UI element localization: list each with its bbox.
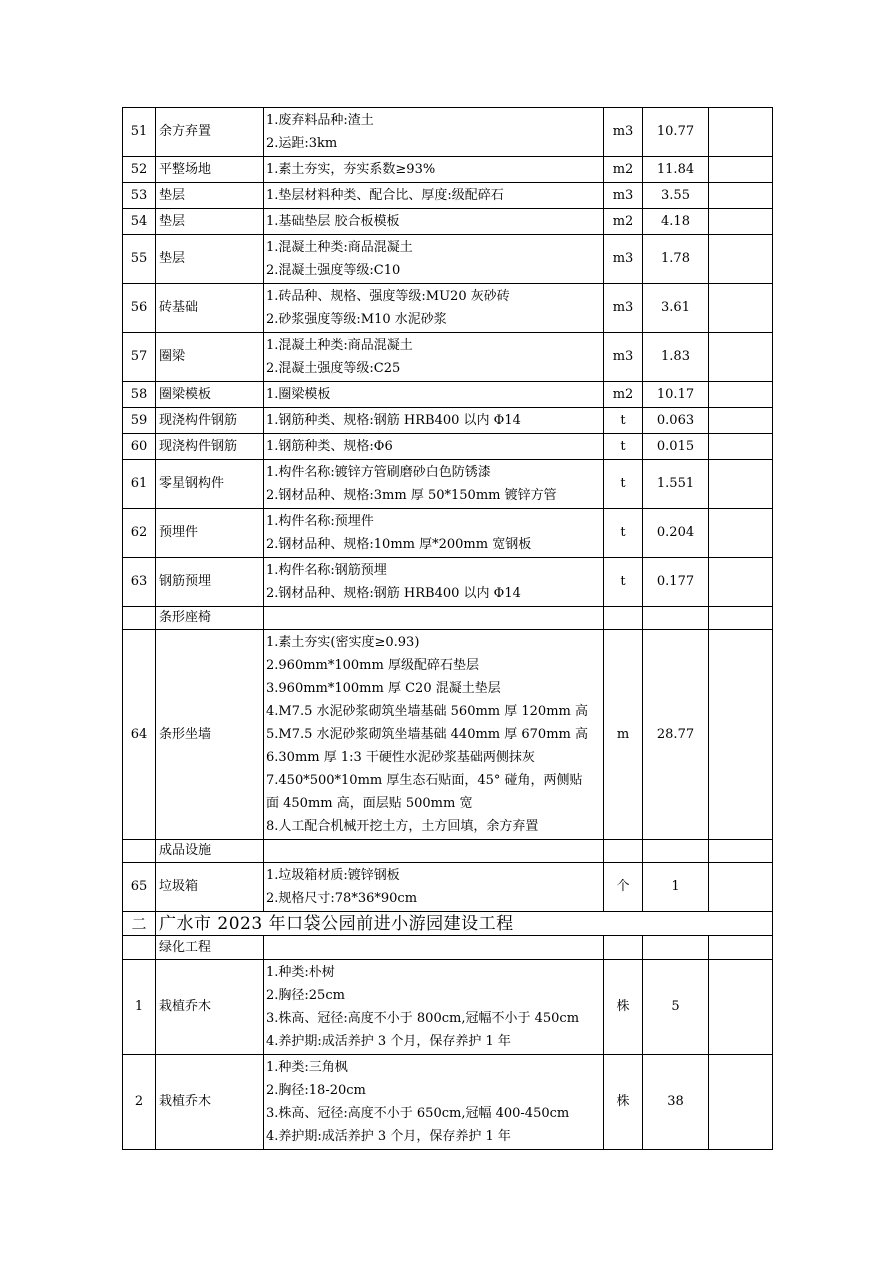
- table-row: [123, 460, 773, 509]
- item-unit: t: [604, 434, 643, 460]
- item-number: [123, 840, 156, 863]
- table-row: [123, 284, 773, 333]
- description-line: 面 450mm 高，面层贴 500mm 宽: [266, 796, 473, 811]
- item-name: 条形座椅: [156, 607, 264, 630]
- item-description: [264, 630, 604, 840]
- item-quantity: [643, 840, 709, 863]
- description-line: 3.株高、冠径:高度不小于 650cm,冠幅 400-450cm: [266, 1106, 570, 1121]
- item-quantity: 0.063: [643, 408, 709, 434]
- item-quantity: 10.77: [643, 108, 709, 157]
- description-line: 5.M7.5 水泥砂浆砌筑坐墙基础 440mm 厚 670mm 高: [266, 727, 588, 742]
- item-unit: [604, 607, 643, 630]
- item-unit: m: [604, 630, 643, 840]
- item-description: [264, 434, 604, 460]
- item-number: [123, 607, 156, 630]
- table-row: [123, 1055, 773, 1150]
- item-name: 平整场地: [156, 157, 264, 183]
- empty-cell: [123, 936, 156, 960]
- description-line: 1.垃圾箱材质:镀锌钢板: [266, 868, 400, 883]
- empty-cell: [709, 960, 773, 1055]
- empty-cell: [709, 434, 773, 460]
- section-number: 二: [123, 912, 156, 936]
- description-line: 6.30mm 厚 1:3 干硬性水泥砂浆基础两侧抹灰: [266, 750, 535, 765]
- table-row: [123, 235, 773, 284]
- empty-cell: [709, 209, 773, 235]
- item-number: 58: [123, 382, 156, 408]
- item-unit: t: [604, 408, 643, 434]
- item-unit: m3: [604, 333, 643, 382]
- empty-cell: [709, 607, 773, 630]
- empty-cell: [709, 183, 773, 209]
- item-number: 53: [123, 183, 156, 209]
- item-quantity: 10.17: [643, 382, 709, 408]
- item-unit: m2: [604, 382, 643, 408]
- item-name: 预埋件: [156, 509, 264, 558]
- description-line: 1.混凝土种类:商品混凝土: [266, 338, 413, 353]
- item-quantity: 0.177: [643, 558, 709, 607]
- item-name: 砖基础: [156, 284, 264, 333]
- description-line: 1.素土夯实(密实度≥0.93): [266, 635, 420, 650]
- table-row: [123, 840, 773, 863]
- table-row: [123, 209, 773, 235]
- table-row: [123, 108, 773, 157]
- item-name: 垃圾箱: [156, 863, 264, 912]
- table-row: [123, 960, 773, 1055]
- description-line: 2.钢材品种、规格:3mm 厚 50*150mm 镀锌方管: [266, 488, 557, 503]
- item-number: 57: [123, 333, 156, 382]
- description-line: 2.960mm*100mm 厚级配碎石垫层: [266, 658, 479, 673]
- item-quantity: 0.015: [643, 434, 709, 460]
- bill-of-quantities-table: [122, 107, 773, 1150]
- item-unit: t: [604, 558, 643, 607]
- item-quantity: 3.61: [643, 284, 709, 333]
- table-row: [123, 434, 773, 460]
- item-unit: 株: [604, 960, 643, 1055]
- description-line: 1.钢筋种类、规格:Φ6: [266, 439, 393, 454]
- description-line: 1.圈梁模板: [266, 387, 331, 402]
- item-name: 成品设施: [156, 840, 264, 863]
- item-description: [264, 509, 604, 558]
- item-description: [264, 183, 604, 209]
- subsection-row: [123, 936, 773, 960]
- item-quantity: 28.77: [643, 630, 709, 840]
- item-unit: t: [604, 460, 643, 509]
- description-line: 2.钢材品种、规格:钢筋 HRB400 以内 Φ14: [266, 586, 521, 601]
- table-row: [123, 863, 773, 912]
- item-description: [264, 840, 604, 863]
- item-unit: t: [604, 509, 643, 558]
- item-description: [264, 284, 604, 333]
- item-unit: [604, 840, 643, 863]
- table-row: [123, 630, 773, 840]
- item-description: [264, 558, 604, 607]
- empty-cell: [709, 630, 773, 840]
- empty-cell: [709, 235, 773, 284]
- description-line: 7.450*500*10mm 厚生态石贴面，45° 碰角，两侧贴: [266, 773, 583, 788]
- empty-cell: [709, 936, 773, 960]
- item-number: 62: [123, 509, 156, 558]
- table-row: [123, 183, 773, 209]
- description-line: 4.M7.5 水泥砂浆砌筑坐墙基础 560mm 厚 120mm 高: [266, 704, 588, 719]
- item-quantity: 38: [643, 1055, 709, 1150]
- empty-cell: [709, 558, 773, 607]
- item-unit: m2: [604, 157, 643, 183]
- item-quantity: [643, 607, 709, 630]
- description-line: 1.素土夯实，夯实系数≥93%: [266, 162, 436, 177]
- description-line: 1.混凝土种类:商品混凝土: [266, 240, 413, 255]
- item-quantity: 0.204: [643, 509, 709, 558]
- item-number: 51: [123, 108, 156, 157]
- description-line: 2.运距:3km: [266, 136, 338, 151]
- item-description: [264, 157, 604, 183]
- item-quantity: 1.551: [643, 460, 709, 509]
- empty-cell: [709, 509, 773, 558]
- empty-cell: [709, 1055, 773, 1150]
- item-name: 栽植乔木: [156, 1055, 264, 1150]
- description-line: 1.种类:朴树: [266, 965, 335, 980]
- item-description: [264, 863, 604, 912]
- empty-cell: [709, 460, 773, 509]
- item-unit: m2: [604, 209, 643, 235]
- description-line: 1.构件名称:钢筋预埋: [266, 563, 387, 578]
- item-description: [264, 408, 604, 434]
- description-line: 2.规格尺寸:78*36*90cm: [266, 891, 418, 906]
- item-quantity: 1.78: [643, 235, 709, 284]
- description-line: 1.钢筋种类、规格:钢筋 HRB400 以内 Φ14: [266, 413, 521, 428]
- item-name: 圈梁模板: [156, 382, 264, 408]
- item-quantity: 11.84: [643, 157, 709, 183]
- item-number: 54: [123, 209, 156, 235]
- empty-cell: [709, 840, 773, 863]
- empty-cell: [709, 157, 773, 183]
- item-number: 60: [123, 434, 156, 460]
- description-line: 2.胸径:25cm: [266, 988, 345, 1003]
- table-row: [123, 157, 773, 183]
- item-description: [264, 960, 604, 1055]
- description-line: 1.砖品种、规格、强度等级:MU20 灰砂砖: [266, 289, 510, 304]
- item-quantity: 1: [643, 863, 709, 912]
- description-line: 4.养护期:成活养护 3 个月，保存养护 1 年: [266, 1129, 511, 1144]
- item-unit: m3: [604, 235, 643, 284]
- empty-cell: [604, 936, 643, 960]
- item-number: 1: [123, 960, 156, 1055]
- item-number: 59: [123, 408, 156, 434]
- item-name: 余方弃置: [156, 108, 264, 157]
- table-row: [123, 607, 773, 630]
- item-name: 钢筋预埋: [156, 558, 264, 607]
- item-description: [264, 108, 604, 157]
- item-name: 圈梁: [156, 333, 264, 382]
- item-name: 零星钢构件: [156, 460, 264, 509]
- item-description: [264, 333, 604, 382]
- item-name: 垫层: [156, 183, 264, 209]
- empty-cell: [643, 936, 709, 960]
- item-quantity: 3.55: [643, 183, 709, 209]
- description-line: 2.砂浆强度等级:M10 水泥砂浆: [266, 312, 447, 327]
- description-line: 1.构件名称:预埋件: [266, 514, 374, 529]
- table-row: [123, 408, 773, 434]
- item-name: 栽植乔木: [156, 960, 264, 1055]
- table-row: [123, 382, 773, 408]
- item-quantity: 1.83: [643, 333, 709, 382]
- table-row: [123, 333, 773, 382]
- description-line: 3.960mm*100mm 厚 C20 混凝土垫层: [266, 681, 501, 696]
- item-description: [264, 209, 604, 235]
- item-name: 垫层: [156, 209, 264, 235]
- item-description: [264, 607, 604, 630]
- description-line: 1.垫层材料种类、配合比、厚度:级配碎石: [266, 188, 504, 203]
- item-number: 64: [123, 630, 156, 840]
- item-number: 63: [123, 558, 156, 607]
- description-line: 1.构件名称:镀锌方管刷磨砂白色防锈漆: [266, 465, 491, 480]
- item-description: [264, 235, 604, 284]
- item-quantity: 4.18: [643, 209, 709, 235]
- description-line: 2.混凝土强度等级:C25: [266, 361, 401, 376]
- item-name: 现浇构件钢筋: [156, 408, 264, 434]
- item-number: 55: [123, 235, 156, 284]
- item-number: 2: [123, 1055, 156, 1150]
- item-number: 56: [123, 284, 156, 333]
- empty-cell: [709, 863, 773, 912]
- table-row: [123, 509, 773, 558]
- item-unit: m3: [604, 108, 643, 157]
- description-line: 8.人工配合机械开挖土方，土方回填，余方弃置: [266, 819, 539, 834]
- item-number: 61: [123, 460, 156, 509]
- description-line: 1.基础垫层 胶合板模板: [266, 214, 400, 229]
- item-description: [264, 1055, 604, 1150]
- item-number: 65: [123, 863, 156, 912]
- item-unit: m3: [604, 183, 643, 209]
- empty-cell: [709, 284, 773, 333]
- description-line: 2.混凝土强度等级:C10: [266, 263, 401, 278]
- subsection-name: 绿化工程: [156, 936, 264, 960]
- item-unit: 个: [604, 863, 643, 912]
- description-line: 2.胸径:18-20cm: [266, 1083, 366, 1098]
- empty-cell: [709, 382, 773, 408]
- item-quantity: 5: [643, 960, 709, 1055]
- item-name: 条形坐墙: [156, 630, 264, 840]
- section-row: [123, 912, 773, 936]
- item-name: 垫层: [156, 235, 264, 284]
- description-line: 1.废弃料品种:渣土: [266, 113, 374, 128]
- table-row: [123, 558, 773, 607]
- empty-cell: [709, 333, 773, 382]
- item-name: 现浇构件钢筋: [156, 434, 264, 460]
- description-line: 4.养护期:成活养护 3 个月，保存养护 1 年: [266, 1034, 511, 1049]
- empty-cell: [264, 936, 604, 960]
- empty-cell: [709, 408, 773, 434]
- item-description: [264, 460, 604, 509]
- description-line: 2.钢材品种、规格:10mm 厚*200mm 宽钢板: [266, 537, 532, 552]
- item-unit: m3: [604, 284, 643, 333]
- description-line: 3.株高、冠径:高度不小于 800cm,冠幅不小于 450cm: [266, 1011, 580, 1026]
- description-line: 1.种类:三角枫: [266, 1060, 348, 1075]
- empty-cell: [709, 108, 773, 157]
- item-description: [264, 382, 604, 408]
- section-title: 广水市 2023 年口袋公园前进小游园建设工程: [156, 912, 773, 936]
- item-number: 52: [123, 157, 156, 183]
- item-unit: 株: [604, 1055, 643, 1150]
